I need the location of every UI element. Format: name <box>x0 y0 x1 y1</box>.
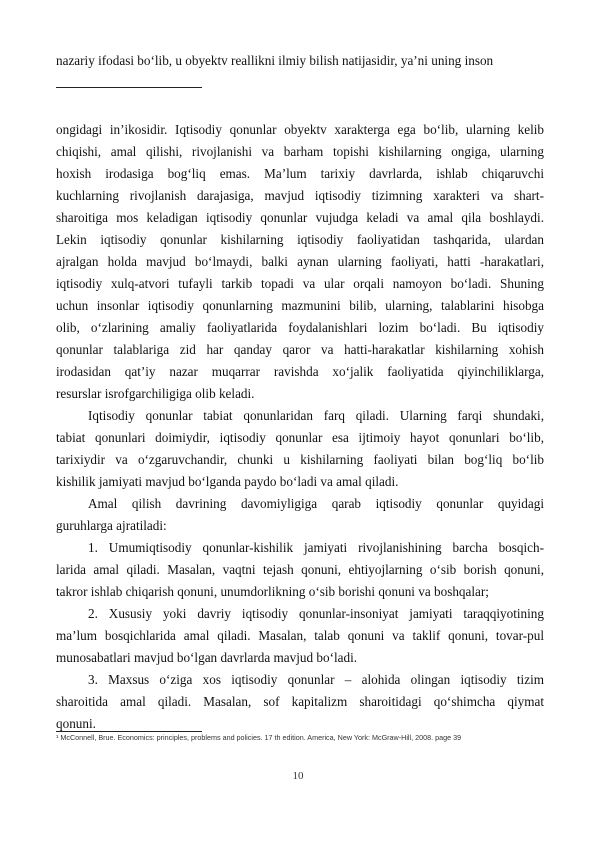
list-item-3: 3. Maxsus o‘ziga xos iqtisodiy qonunlar – alohida olingan iqtisodiy tizim <box>88 672 544 687</box>
text-line: kishilik jamiyati mavjud bo‘lganda paydo bo‘ladi va amal qiladi. <box>56 474 399 489</box>
text-line: munosabatlari mavjud bo‘lgan davrlarda mavjud bo‘ladi. <box>56 650 358 665</box>
top-text-line: nazariy ifodasi bo‘lib, u obyektv reallikni ilmiy bilish natijasidir, ya’ni uning inson <box>56 53 494 68</box>
text-line: Lekin iqtisodiy qonunlar kishilarning iqtisodiy faoliyatidan tashqarida, ulardan <box>56 232 544 247</box>
text-line: hoxish irodasiga bog‘liq emas. Ma’lum tarixiy davrlarda, ishlab chiqaruvchi <box>56 166 544 181</box>
text-line: qonuni. <box>56 716 96 731</box>
text-line: guruhlarga ajratiladi: <box>56 518 167 533</box>
text-line: tabiat qonunlari doimiydir, iqtisodiy qonunlar esa ijtimoiy hayot qonunlari bo‘lib, <box>56 430 544 445</box>
text-line: iqtisodiy xulq-atvori tufayli tarkib topadi va ular orqali namoyon bo‘ladi. Shuning <box>56 276 544 291</box>
text-line: takror ishlab chiqarish qonuni, unumdorlikning o‘sib borishi qonuni va boshqalar; <box>56 584 489 599</box>
list-item-2: 2. Xususiy yoki davriy iqtisodiy qonunlar-insoniyat jamiyati taraqqiyotining <box>88 606 544 621</box>
text-line: olib, o‘zlarining amaliy faoliyatlarida foydalanishlari lozim bo‘ladi. Bu iqtisodiy <box>56 320 544 335</box>
text-line: resurslar isrofgarchiligiga olib keladi. <box>56 386 255 401</box>
footnote: ¹ McConnell, Brue. Economics: principles, problems and policies. 17 th edition. America, New York: McGraw-Hill, 2008. page 39 <box>56 733 462 742</box>
text-line: qonunlar talablariga zid har qanday qaror va hatti-harakatlar kishilarning xohish <box>56 342 544 357</box>
text-line: kuchlarning rivojlanish darajasiga, mavjud iqtisodiy tizimning xarakteri va shart- <box>56 188 544 203</box>
text-line: larida amal qiladi. Masalan, vaqtni tejash qonuni, ehtiyojlarning o‘sib borish qonuni, <box>56 562 544 577</box>
text-line: ongidagi in’ikosidir. Iqtisodiy qonunlar obyektv xarakterga ega bo‘lib, ularning kelib <box>56 122 544 137</box>
text-line: tarixiydir va o‘zgaruvchandir, chunki u kishilarning faoliyati bilan bog‘liq bo‘lib <box>56 452 544 467</box>
text-line: irodasidan qat’iy nazar muqarrar ravishda xo‘jalik faoliyatida qiyinchiliklarga, <box>56 364 544 379</box>
text-line: chiqishi, amal qilishi, rivojlanishi va barham topishi kishilarning ongiga, ularning <box>56 144 544 159</box>
footnote-divider-top <box>56 87 202 88</box>
text-line: Amal qilish davrining davomiyligiga qarab iqtisodiy qonunlar quyidagi <box>88 496 544 511</box>
text-line: ma’lum bosqichlarida amal qiladi. Masalan, talab qonuni va taklif qonuni, tovar-pul <box>56 628 544 643</box>
page-number: 10 <box>292 770 304 782</box>
text-line: Iqtisodiy qonunlar tabiat qonunlaridan farq qiladi. Ularning farqi shundaki, <box>88 408 544 423</box>
list-item-1: 1. Umumiqtisodiy qonunlar-kishilik jamiyati rivojlanishining barcha bosqich- <box>88 540 544 555</box>
text-line: sharoitida amal qiladi. Masalan, sof kapitalizm sharoitidagi qo‘shimcha qiymat <box>56 694 544 709</box>
text-line: ajralgan holda mavjud bo‘lmaydi, balki aynan ularning faoliyati, hatti -harakatlari, <box>56 254 544 269</box>
text-line: sharoitiga mos keladigan iqtisodiy qonunlar vujudga keladi va amal qila boshlaydi. <box>56 210 544 225</box>
text-line: uchun insonlar iqtisodiy qonunlarning mazmunini bilib, ularning, talablarini hisobga <box>56 298 544 313</box>
footnote-divider <box>56 731 202 732</box>
